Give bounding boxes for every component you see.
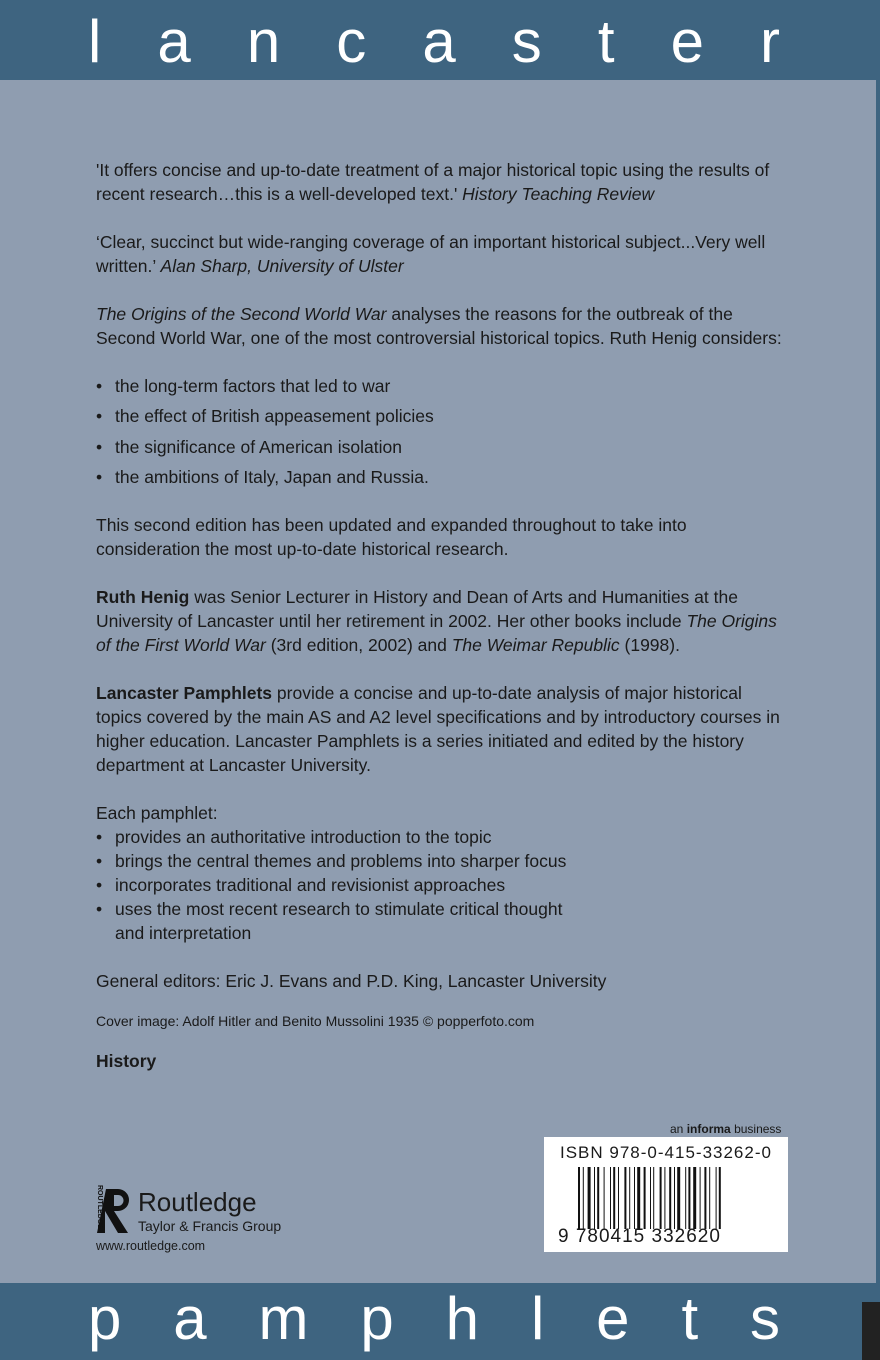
footer-letter: e xyxy=(596,1285,630,1352)
header-letter: n xyxy=(246,8,281,75)
barcode-bar-7 xyxy=(613,1167,615,1229)
footer-letter: t xyxy=(681,1285,699,1352)
header-letter: e xyxy=(670,8,704,75)
series-title-pamphlets xyxy=(88,1285,780,1352)
barcode-bar-8 xyxy=(618,1167,619,1229)
list-item: • the effect of British appeasement policies xyxy=(96,404,786,428)
publisher-url: www.routledge.com xyxy=(96,1239,206,1253)
review-2-source: Alan Sharp, University of Ulster xyxy=(160,256,404,276)
corner-mark xyxy=(862,1302,880,1360)
barcode-bar-14 xyxy=(650,1167,651,1229)
footer-letter: m xyxy=(258,1285,309,1352)
footer-letter: s xyxy=(750,1285,780,1352)
list-item: • provides an authoritative introduction to the topic xyxy=(96,825,786,849)
spine-edge xyxy=(876,80,880,1283)
barcode-bar-12 xyxy=(637,1167,640,1229)
barcode xyxy=(578,1167,768,1229)
barcode-number: 9 780415 332620 xyxy=(558,1226,721,1247)
barcode-bar-21 xyxy=(685,1167,686,1229)
header-letter: t xyxy=(597,8,615,75)
list-item: • uses the most recent research to stimulate critical thought and interpretation xyxy=(96,897,585,945)
header-letter: a xyxy=(422,8,456,75)
series-name: Lancaster Pamphlets xyxy=(96,683,273,704)
barcode-bar-17 xyxy=(664,1167,665,1229)
barcode-bar-10 xyxy=(629,1167,630,1229)
footer-band xyxy=(0,1283,880,1360)
list-item: • the long-term factors that led to war xyxy=(96,374,786,398)
general-editors: General editors: Eric J. Evans and P.D. King, Lancaster University xyxy=(96,971,607,992)
barcode-block xyxy=(544,1137,788,1252)
review-1-source: History Teaching Review xyxy=(462,184,655,204)
isbn-text: ISBN 978-0-415-33262-0 xyxy=(560,1143,772,1162)
informa-tagline: an informa business xyxy=(670,1122,782,1136)
barcode-bar-11 xyxy=(634,1167,635,1229)
each-pamphlet-label: Each pamphlet: xyxy=(96,803,218,824)
author-name: Ruth Henig xyxy=(96,587,190,608)
header-letter: a xyxy=(157,8,191,75)
barcode-bar-5 xyxy=(604,1167,605,1229)
review-2: ‘Clear, succinct but wide-ranging coverage of an important historical subject...Very well written.’ Alan Sharp, University of Ulster xyxy=(96,232,766,276)
barcode-bar-25 xyxy=(704,1167,706,1229)
footer-letter: l xyxy=(530,1285,545,1352)
barcode-bar-16 xyxy=(660,1167,662,1229)
series-description: Lancaster Pamphlets provide a concise and up-to-date analysis of major historical topics covered by the main AS and A2 level specifications and by introductory courses in higher education. Lancaster Pamphlets is a series initiated and edited by the history department at Lancaster University. xyxy=(96,683,780,776)
list-item: • the ambitions of Italy, Japan and Russia. xyxy=(96,465,786,489)
back-cover-text xyxy=(96,158,786,1097)
publisher-group: Taylor & Francis Group xyxy=(138,1218,282,1234)
footer-letter: h xyxy=(445,1285,480,1352)
header-letter: s xyxy=(511,8,542,75)
barcode-bar-1 xyxy=(583,1167,584,1229)
barcode-bar-9 xyxy=(624,1167,626,1229)
review-1: 'It offers concise and up-to-date treatment of a major historical topic using the results of recent research…this is a well-developed text.' History Teaching Review xyxy=(96,160,770,204)
barcode-bar-24 xyxy=(700,1167,701,1229)
publisher-name: Routledge xyxy=(138,1187,257,1217)
header-letter: r xyxy=(760,8,780,75)
barcode-bar-3 xyxy=(594,1167,595,1229)
routledge-r-icon xyxy=(92,1185,132,1237)
barcode-bar-28 xyxy=(719,1167,721,1229)
routledge-mark-text: ROUTLEDGE xyxy=(96,1185,103,1229)
barcode-bar-18 xyxy=(669,1167,671,1229)
barcode-bar-4 xyxy=(597,1167,599,1229)
footer-letter: a xyxy=(173,1285,207,1352)
barcode-bar-0 xyxy=(578,1167,580,1229)
barcode-bar-26 xyxy=(709,1167,710,1229)
book-title: The Origins of the Second World War xyxy=(96,304,387,324)
barcode-bar-23 xyxy=(693,1167,696,1229)
list-item: • the significance of American isolation xyxy=(96,435,786,459)
barcode-bar-20 xyxy=(677,1167,680,1229)
book-description: The Origins of the Second World War analyses the reasons for the outbreak of the Second World War, one of the most controversial historical topics. Ruth Henig considers: xyxy=(96,304,782,348)
author-bio: Ruth Henig was Senior Lecturer in History and Dean of Arts and Humanities at the University of Lancaster until her retirement in 2002. Her other books include The Origins of the First World War (3rd edition, 2002) and The Weimar Republic (1998). xyxy=(96,587,777,656)
header-letter: l xyxy=(88,8,102,75)
barcode-bar-22 xyxy=(688,1167,690,1229)
footer-letter: p xyxy=(88,1285,122,1352)
footer-letter: p xyxy=(360,1285,394,1352)
barcode-bar-15 xyxy=(653,1167,654,1229)
header-letter: c xyxy=(336,8,367,75)
pamphlet-features xyxy=(96,825,786,945)
barcode-bar-6 xyxy=(610,1167,611,1229)
barcode-bar-27 xyxy=(716,1167,717,1229)
topic-list xyxy=(96,374,786,489)
list-item: • incorporates traditional and revisionist approaches xyxy=(96,873,786,897)
header-band xyxy=(0,0,880,80)
category-label: History xyxy=(96,1051,157,1072)
series-title-lancaster xyxy=(88,8,780,75)
cover-credit: Cover image: Adolf Hitler and Benito Mussolini 1935 © popperfoto.com xyxy=(96,1013,535,1030)
edition-note: This second edition has been updated and expanded throughout to take into consideration the most up-to-date historical research. xyxy=(96,515,687,560)
barcode-bar-13 xyxy=(644,1167,646,1229)
list-item: • brings the central themes and problems into sharper focus xyxy=(96,849,786,873)
barcode-bar-2 xyxy=(588,1167,591,1229)
barcode-bar-19 xyxy=(674,1167,675,1229)
